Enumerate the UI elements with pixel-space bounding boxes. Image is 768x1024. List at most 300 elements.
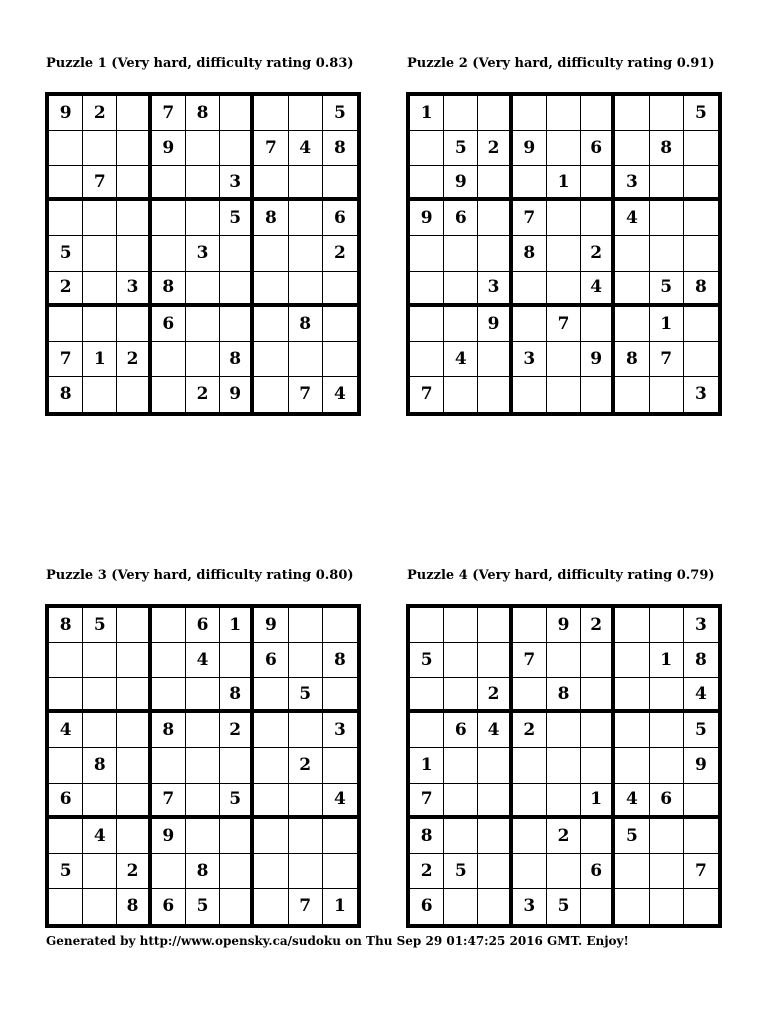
sudoku-cell bbox=[581, 166, 615, 201]
sudoku-cell bbox=[49, 748, 83, 783]
sudoku-cell bbox=[186, 819, 220, 854]
sudoku-cell: 2 bbox=[513, 713, 547, 748]
sudoku-cell: 9 bbox=[410, 201, 444, 236]
sudoku-cell bbox=[323, 854, 357, 889]
sudoku-cell bbox=[615, 236, 649, 271]
sudoku-cell bbox=[220, 307, 254, 342]
sudoku-cell: 8 bbox=[513, 236, 547, 271]
sudoku-cell: 1 bbox=[410, 748, 444, 783]
sudoku-cell bbox=[650, 608, 684, 643]
sudoku-cell bbox=[323, 748, 357, 783]
sudoku-cell bbox=[410, 166, 444, 201]
sudoku-cell bbox=[323, 166, 357, 201]
sudoku-cell: 2 bbox=[49, 272, 83, 307]
sudoku-cell: 5 bbox=[49, 854, 83, 889]
sudoku-cell: 7 bbox=[152, 96, 186, 131]
sudoku-cell bbox=[547, 131, 581, 166]
sudoku-cell: 2 bbox=[117, 854, 151, 889]
sudoku-cell bbox=[289, 236, 323, 271]
sudoku-cell bbox=[615, 854, 649, 889]
sudoku-cell bbox=[254, 236, 288, 271]
sudoku-cell bbox=[254, 819, 288, 854]
sudoku-cell bbox=[547, 784, 581, 819]
sudoku-cell bbox=[444, 889, 478, 924]
sudoku-cell bbox=[254, 678, 288, 713]
sudoku-cell bbox=[581, 96, 615, 131]
sudoku-cell bbox=[547, 643, 581, 678]
sudoku-cell bbox=[444, 96, 478, 131]
sudoku-cell bbox=[289, 784, 323, 819]
sudoku-cell bbox=[444, 678, 478, 713]
sudoku-cell bbox=[547, 713, 581, 748]
sudoku-cell: 7 bbox=[49, 342, 83, 377]
sudoku-cell: 5 bbox=[323, 96, 357, 131]
sudoku-cell: 8 bbox=[49, 608, 83, 643]
sudoku-cell bbox=[289, 96, 323, 131]
sudoku-cell bbox=[323, 272, 357, 307]
sudoku-cell bbox=[289, 713, 323, 748]
sudoku-cell bbox=[83, 643, 117, 678]
sudoku-cell: 3 bbox=[615, 166, 649, 201]
sudoku-cell bbox=[289, 272, 323, 307]
sudoku-cell bbox=[410, 236, 444, 271]
sudoku-cell: 1 bbox=[333, 896, 346, 917]
sudoku-cell: 7 bbox=[254, 131, 288, 166]
sudoku-cell: 6 bbox=[410, 889, 444, 924]
sudoku-cell: 8 bbox=[323, 131, 357, 166]
sudoku-cell bbox=[478, 854, 512, 889]
sudoku-cell: 8 bbox=[152, 713, 186, 748]
sudoku-cell: 8 bbox=[615, 342, 649, 377]
sudoku-cell bbox=[650, 678, 684, 713]
sudoku-cell bbox=[117, 377, 151, 412]
sudoku-cell bbox=[478, 166, 512, 201]
sudoku-cell bbox=[254, 889, 288, 924]
sudoku-cell: 9 bbox=[581, 342, 615, 377]
sudoku-cell bbox=[650, 854, 684, 889]
sudoku-cell bbox=[49, 131, 83, 166]
sudoku-cell: 1 bbox=[547, 166, 581, 201]
sudoku-cell bbox=[289, 342, 323, 377]
sudoku-cell bbox=[615, 643, 649, 678]
sudoku-cell bbox=[581, 678, 615, 713]
sudoku-cell bbox=[478, 643, 512, 678]
sudoku-cell bbox=[650, 166, 684, 201]
sudoku-cell bbox=[513, 854, 547, 889]
sudoku-cell bbox=[615, 377, 649, 412]
sudoku-cell bbox=[444, 608, 478, 643]
sudoku-cell bbox=[410, 678, 444, 713]
sudoku-cell: 3 bbox=[117, 272, 151, 307]
sudoku-cell: 9 bbox=[684, 748, 718, 783]
sudoku-cell bbox=[49, 678, 83, 713]
sudoku-cell bbox=[615, 678, 649, 713]
sudoku-cell bbox=[650, 236, 684, 271]
sudoku-cell bbox=[547, 201, 581, 236]
sudoku-cell bbox=[220, 748, 254, 783]
sudoku-cell bbox=[581, 377, 615, 412]
sudoku-cell: 6 bbox=[152, 889, 186, 924]
sudoku-cell: 4 bbox=[333, 384, 346, 405]
sudoku-cell bbox=[323, 819, 357, 854]
puzzle-3-title: Puzzle 3 (Very hard, difficulty rating 0.80) bbox=[46, 568, 354, 583]
sudoku-cell bbox=[289, 201, 323, 236]
sudoku-cell bbox=[547, 377, 581, 412]
sudoku-cell bbox=[410, 272, 444, 307]
sudoku-cell: 8 bbox=[117, 889, 151, 924]
sudoku-cell: 1 bbox=[83, 342, 117, 377]
sudoku-cell: 8 bbox=[289, 307, 323, 342]
puzzle-1-title: Puzzle 1 (Very hard, difficulty rating 0.83) bbox=[46, 56, 354, 71]
sudoku-cell bbox=[650, 377, 684, 412]
sudoku-cell bbox=[615, 748, 649, 783]
sudoku-cell bbox=[289, 643, 323, 678]
sudoku-cell bbox=[513, 608, 547, 643]
sudoku-cell: 2 bbox=[478, 678, 512, 713]
sudoku-cell: 5 bbox=[547, 889, 581, 924]
sudoku-cell bbox=[615, 307, 649, 342]
sudoku-cell bbox=[152, 342, 186, 377]
sudoku-cell: 3 bbox=[694, 384, 707, 405]
sudoku-cell: 4 bbox=[289, 131, 323, 166]
sudoku-cell bbox=[152, 377, 186, 412]
sudoku-cell bbox=[444, 307, 478, 342]
sudoku-cell bbox=[49, 201, 83, 236]
sudoku-cell bbox=[444, 272, 478, 307]
sudoku-cell bbox=[547, 96, 581, 131]
sudoku-cell bbox=[83, 854, 117, 889]
sudoku-cell: 4 bbox=[83, 819, 117, 854]
sudoku-cell bbox=[478, 819, 512, 854]
sudoku-cell bbox=[444, 819, 478, 854]
sudoku-cell bbox=[615, 713, 649, 748]
sudoku-cell bbox=[289, 166, 323, 201]
sudoku-cell: 9 bbox=[513, 131, 547, 166]
sudoku-cell bbox=[547, 272, 581, 307]
sudoku-cell: 6 bbox=[254, 643, 288, 678]
sudoku-cell: 7 bbox=[684, 854, 718, 889]
sudoku-cell bbox=[117, 166, 151, 201]
sudoku-cell: 2 bbox=[83, 96, 117, 131]
sudoku-cell: 4 bbox=[684, 678, 718, 713]
sudoku-cell bbox=[186, 713, 220, 748]
sudoku-cell bbox=[444, 643, 478, 678]
sudoku-cell bbox=[650, 889, 684, 924]
sudoku-cell bbox=[117, 96, 151, 131]
sudoku-cell: 7 bbox=[513, 201, 547, 236]
sudoku-cell: 7 bbox=[410, 784, 444, 819]
sudoku-cell: 8 bbox=[152, 272, 186, 307]
puzzle-3-grid bbox=[45, 604, 361, 928]
sudoku-cell: 5 bbox=[410, 643, 444, 678]
sudoku-cell bbox=[83, 236, 117, 271]
sudoku-cell: 8 bbox=[186, 96, 220, 131]
sudoku-cell: 2 bbox=[410, 854, 444, 889]
sudoku-cell bbox=[254, 377, 288, 412]
sudoku-cell bbox=[220, 236, 254, 271]
sudoku-cell: 4 bbox=[581, 272, 615, 307]
sudoku-cell bbox=[581, 819, 615, 854]
sudoku-cell: 4 bbox=[615, 201, 649, 236]
sudoku-cell: 4 bbox=[49, 713, 83, 748]
sudoku-cell bbox=[513, 819, 547, 854]
sudoku-cell bbox=[220, 643, 254, 678]
sudoku-cell: 4 bbox=[444, 342, 478, 377]
sudoku-cell: 3 bbox=[513, 889, 547, 924]
sudoku-cell: 7 bbox=[289, 377, 323, 412]
sudoku-cell bbox=[410, 131, 444, 166]
sudoku-cell bbox=[220, 889, 254, 924]
sudoku-cell bbox=[117, 608, 151, 643]
sudoku-cell: 8 bbox=[684, 272, 718, 307]
sudoku-cell bbox=[581, 713, 615, 748]
sudoku-cell: 8 bbox=[220, 342, 254, 377]
sudoku-cell: 1 bbox=[650, 307, 684, 342]
sudoku-cell: 8 bbox=[254, 201, 288, 236]
sudoku-cell: 1 bbox=[581, 784, 615, 819]
sudoku-cell bbox=[650, 713, 684, 748]
sudoku-cell: 9 bbox=[152, 819, 186, 854]
sudoku-cell: 5 bbox=[220, 784, 254, 819]
sudoku-cell bbox=[513, 784, 547, 819]
sudoku-cell bbox=[220, 96, 254, 131]
sudoku-cell bbox=[117, 748, 151, 783]
sudoku-cell: 5 bbox=[684, 713, 718, 748]
sudoku-cell bbox=[186, 342, 220, 377]
sudoku-cell bbox=[478, 342, 512, 377]
sudoku-cell: 7 bbox=[152, 784, 186, 819]
sudoku-cell: 9 bbox=[49, 96, 83, 131]
sudoku-cell: 9 bbox=[220, 377, 254, 412]
sudoku-cell: 8 bbox=[684, 643, 718, 678]
sudoku-cell bbox=[289, 819, 323, 854]
sudoku-cell bbox=[220, 854, 254, 889]
sudoku-cell bbox=[254, 166, 288, 201]
sudoku-cell: 9 bbox=[444, 166, 478, 201]
sudoku-cell: 5 bbox=[444, 854, 478, 889]
sudoku-cell bbox=[513, 307, 547, 342]
sudoku-cell: 2 bbox=[581, 236, 615, 271]
footer-text: Generated by http://www.opensky.ca/sudoku on Thu Sep 29 01:47:25 2016 GMT. Enjoy! bbox=[46, 934, 629, 948]
sudoku-cell: 7 bbox=[83, 166, 117, 201]
sudoku-cell bbox=[152, 608, 186, 643]
sudoku-cell bbox=[478, 784, 512, 819]
sudoku-cell: 4 bbox=[478, 713, 512, 748]
sudoku-cell: 2 bbox=[581, 608, 615, 643]
sudoku-cell bbox=[186, 748, 220, 783]
sudoku-cell: 6 bbox=[444, 713, 478, 748]
sudoku-cell bbox=[615, 272, 649, 307]
sudoku-cell bbox=[650, 748, 684, 783]
sudoku-cell: 5 bbox=[186, 889, 220, 924]
sudoku-cell bbox=[513, 678, 547, 713]
sudoku-cell bbox=[547, 236, 581, 271]
sudoku-cell: 9 bbox=[547, 608, 581, 643]
sudoku-cell: 8 bbox=[49, 377, 83, 412]
sudoku-cell bbox=[186, 131, 220, 166]
sudoku-cell: 9 bbox=[478, 307, 512, 342]
sudoku-cell bbox=[478, 96, 512, 131]
sudoku-cell bbox=[410, 608, 444, 643]
sudoku-cell bbox=[254, 713, 288, 748]
sudoku-cell: 5 bbox=[684, 96, 718, 131]
sudoku-cell bbox=[478, 377, 512, 412]
sudoku-cell bbox=[323, 678, 357, 713]
sudoku-cell: 9 bbox=[152, 131, 186, 166]
sudoku-cell bbox=[650, 201, 684, 236]
sudoku-cell: 1 bbox=[410, 96, 444, 131]
sudoku-cell bbox=[117, 131, 151, 166]
sudoku-cell: 2 bbox=[220, 713, 254, 748]
sudoku-cell: 1 bbox=[650, 643, 684, 678]
sudoku-cell bbox=[220, 819, 254, 854]
sudoku-cell: 3 bbox=[186, 236, 220, 271]
sudoku-cell bbox=[254, 748, 288, 783]
sudoku-cell bbox=[117, 819, 151, 854]
sudoku-cell bbox=[152, 854, 186, 889]
sudoku-cell: 8 bbox=[186, 854, 220, 889]
sudoku-cell: 7 bbox=[650, 342, 684, 377]
sudoku-cell: 8 bbox=[410, 819, 444, 854]
sudoku-cell bbox=[684, 307, 718, 342]
sudoku-cell bbox=[254, 272, 288, 307]
sudoku-cell: 7 bbox=[410, 377, 444, 412]
sudoku-cell bbox=[513, 166, 547, 201]
sudoku-cell bbox=[254, 342, 288, 377]
sudoku-cell: 4 bbox=[615, 784, 649, 819]
sudoku-cell bbox=[650, 819, 684, 854]
sudoku-cell: 4 bbox=[323, 784, 357, 819]
sudoku-cell bbox=[152, 236, 186, 271]
sudoku-cell bbox=[254, 854, 288, 889]
sudoku-cell bbox=[410, 342, 444, 377]
sudoku-cell bbox=[117, 201, 151, 236]
sudoku-cell: 5 bbox=[615, 819, 649, 854]
sudoku-cell bbox=[83, 201, 117, 236]
sudoku-cell: 2 bbox=[323, 236, 357, 271]
sudoku-cell: 8 bbox=[323, 643, 357, 678]
sudoku-cell bbox=[581, 748, 615, 783]
sudoku-cell bbox=[117, 643, 151, 678]
sudoku-cell bbox=[684, 342, 718, 377]
sudoku-cell bbox=[478, 608, 512, 643]
sudoku-cell: 2 bbox=[547, 819, 581, 854]
sudoku-cell bbox=[117, 713, 151, 748]
sudoku-cell: 8 bbox=[220, 678, 254, 713]
puzzle-4-title: Puzzle 4 (Very hard, difficulty rating 0.79) bbox=[407, 568, 715, 583]
sudoku-cell bbox=[152, 201, 186, 236]
sudoku-cell: 5 bbox=[83, 608, 117, 643]
puzzle-1-grid bbox=[45, 92, 361, 416]
sudoku-cell bbox=[83, 272, 117, 307]
sudoku-cell bbox=[83, 377, 117, 412]
sudoku-cell: 9 bbox=[254, 608, 288, 643]
sudoku-cell: 5 bbox=[220, 201, 254, 236]
sudoku-cell bbox=[254, 307, 288, 342]
sudoku-cell: 3 bbox=[478, 272, 512, 307]
sudoku-cell bbox=[152, 166, 186, 201]
sudoku-cell: 6 bbox=[186, 608, 220, 643]
sudoku-cell: 5 bbox=[650, 272, 684, 307]
sudoku-cell bbox=[254, 784, 288, 819]
sudoku-cell: 2 bbox=[117, 342, 151, 377]
sudoku-cell bbox=[650, 96, 684, 131]
sudoku-cell bbox=[444, 784, 478, 819]
sudoku-cell bbox=[186, 272, 220, 307]
sudoku-cell bbox=[547, 342, 581, 377]
sudoku-cell bbox=[444, 236, 478, 271]
sudoku-cell bbox=[186, 307, 220, 342]
puzzle-4-grid bbox=[406, 604, 722, 928]
sudoku-cell bbox=[684, 819, 718, 854]
sudoku-cell: 6 bbox=[581, 854, 615, 889]
sudoku-cell bbox=[83, 131, 117, 166]
sudoku-cell bbox=[186, 678, 220, 713]
sudoku-cell: 4 bbox=[186, 643, 220, 678]
sudoku-cell bbox=[615, 131, 649, 166]
sudoku-cell bbox=[513, 272, 547, 307]
sudoku-cell bbox=[117, 784, 151, 819]
sudoku-cell bbox=[220, 131, 254, 166]
sudoku-cell bbox=[547, 854, 581, 889]
sudoku-cell bbox=[547, 748, 581, 783]
sudoku-cell bbox=[49, 889, 83, 924]
sudoku-cell bbox=[444, 748, 478, 783]
sudoku-cell bbox=[684, 166, 718, 201]
sudoku-cell: 8 bbox=[547, 678, 581, 713]
sudoku-cell bbox=[615, 608, 649, 643]
sudoku-cell bbox=[615, 96, 649, 131]
sudoku-cell: 3 bbox=[220, 166, 254, 201]
sudoku-cell bbox=[410, 307, 444, 342]
sudoku-cell bbox=[49, 819, 83, 854]
sudoku-cell bbox=[220, 272, 254, 307]
sudoku-cell: 3 bbox=[684, 608, 718, 643]
sudoku-cell bbox=[49, 643, 83, 678]
sudoku-cell: 7 bbox=[513, 643, 547, 678]
sudoku-cell: 5 bbox=[49, 236, 83, 271]
sudoku-cell bbox=[478, 889, 512, 924]
sudoku-cell bbox=[323, 307, 357, 342]
sudoku-cell bbox=[289, 854, 323, 889]
sudoku-cell bbox=[513, 748, 547, 783]
sudoku-cell: 2 bbox=[289, 748, 323, 783]
sudoku-cell bbox=[478, 748, 512, 783]
sudoku-cell bbox=[152, 748, 186, 783]
sudoku-cell bbox=[444, 377, 478, 412]
sudoku-cell bbox=[615, 889, 649, 924]
sudoku-cell: 6 bbox=[650, 784, 684, 819]
sudoku-cell: 2 bbox=[478, 131, 512, 166]
sudoku-cell bbox=[83, 678, 117, 713]
sudoku-cell bbox=[49, 166, 83, 201]
sudoku-cell bbox=[684, 784, 718, 819]
sudoku-cell: 1 bbox=[220, 608, 254, 643]
sudoku-cell bbox=[581, 889, 615, 924]
sudoku-cell bbox=[289, 608, 323, 643]
sudoku-cell: 3 bbox=[323, 713, 357, 748]
sudoku-cell bbox=[323, 342, 357, 377]
sudoku-cell: 7 bbox=[547, 307, 581, 342]
sudoku-cell: 6 bbox=[323, 201, 357, 236]
sudoku-cell: 7 bbox=[289, 889, 323, 924]
sudoku-cell bbox=[49, 307, 83, 342]
sudoku-cell: 8 bbox=[650, 131, 684, 166]
sudoku-cell bbox=[410, 713, 444, 748]
puzzle-2-grid bbox=[406, 92, 722, 416]
sudoku-cell bbox=[117, 236, 151, 271]
sudoku-cell: 8 bbox=[83, 748, 117, 783]
